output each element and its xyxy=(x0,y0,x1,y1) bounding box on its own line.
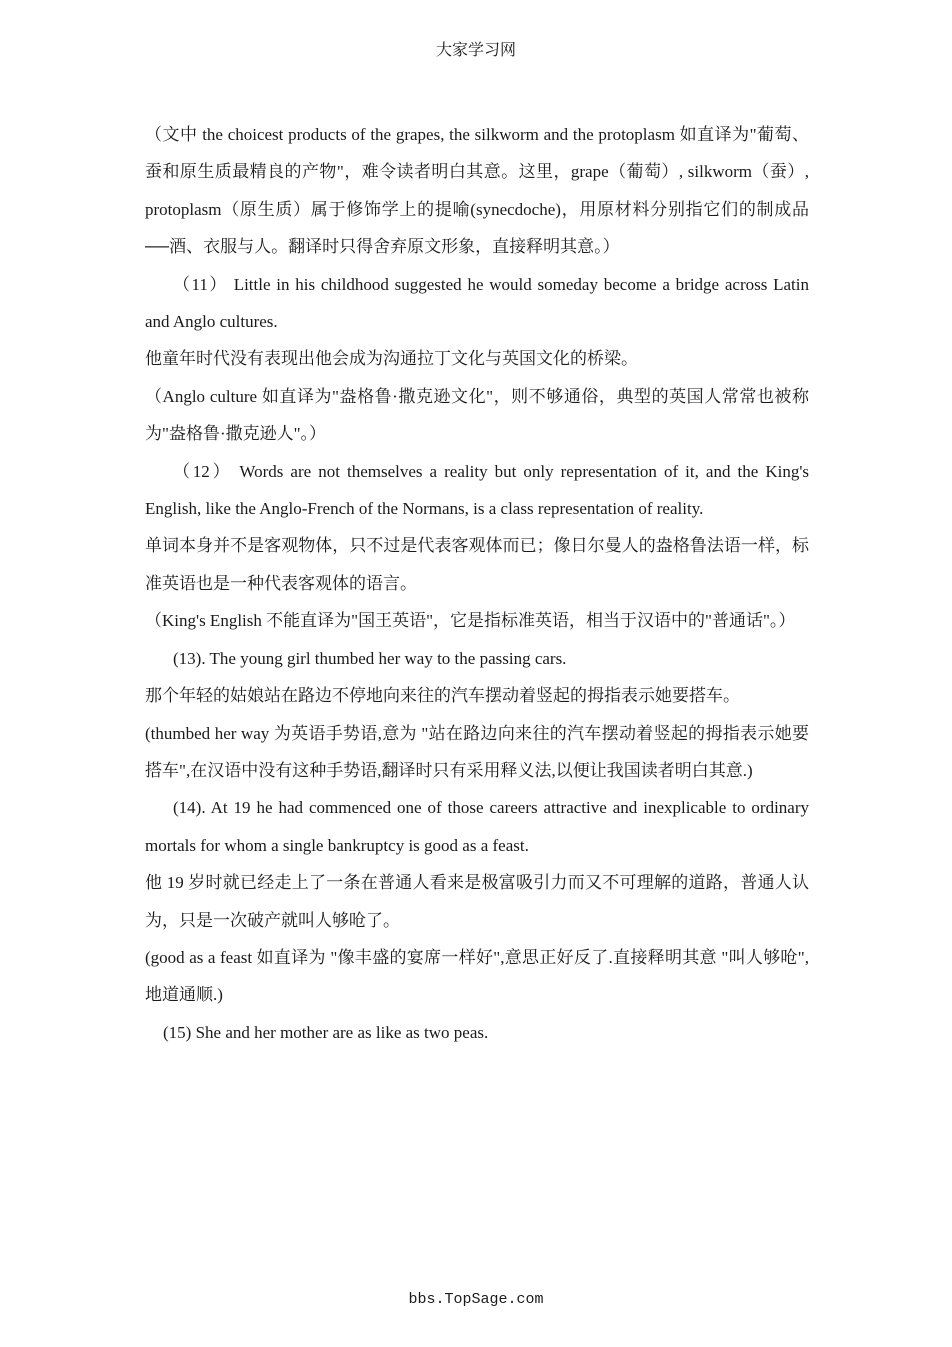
page-header: 大家学习网 xyxy=(435,42,516,59)
paragraph-example-12: （12） Words are not themselves a reality but only representation of it, and the King's English, like the Anglo-French of the Normans, is a class representation of reality. xyxy=(145,461,809,519)
paragraph-example-14: (14). At 19 he had commenced one of those careers attractive and inexplicable to ordinary mortals for whom a single bankruptcy is good as a feast. xyxy=(145,798,809,855)
paragraph-note-12: （King's English 不能直译为"国王英语"，它是指标准英语，相当于汉语中的"普通话"。） xyxy=(145,611,796,631)
paragraph-note-11: （Anglo culture 如直译为"盎格鲁·撒克逊文化"，则不够通俗，典型的英国人常常也被称为"盎格鲁·撒克逊人"。） xyxy=(145,386,809,444)
paragraph-translation-13: 那个年轻的姑娘站在路边不停地向来往的汽车摆动着竖起的拇指表示她要搭车。 xyxy=(145,686,740,706)
paragraph-note-synecdoche: （文中 the choicest products of the grapes, the silkworm and the protoplasm 如直译为"葡萄、蚕和原生质最精良的产物"，难令读者明白其意。这里，grape（葡萄）, silkworm（蚕）, protoplasm（原生质）属于修饰学上的提喻(synecdoche)，用原材料分别指它们的制成品──酒、衣服与人。翻译时只得舍弃原文形象，直接释明其意。） xyxy=(145,125,809,257)
paragraph-note-14: (good as a feast 如直译为 "像丰盛的宴席一样好",意思正好反了.直接释明其意 "叫人够呛",地道通顺.) xyxy=(145,947,809,1005)
paragraph-translation-12: 单词本身并不是客观物体，只不过是代表客观体而已；像日尔曼人的盎格鲁法语一样，标准英语也是一种代表客观体的语言。 xyxy=(145,536,809,593)
paragraph-example-11: （11） Little in his childhood suggested he would someday become a bridge across Latin and Anglo cultures. xyxy=(145,274,809,332)
paragraph-example-15: (15) She and her mother are as like as two peas. xyxy=(163,1022,489,1042)
paragraph-translation-14: 他 19 岁时就已经走上了一条在普通人看来是极富吸引力而又不可理解的道路，普通人认为，只是一次破产就叫人够呛了。 xyxy=(145,873,809,930)
paragraph-translation-11: 他童年时代没有表现出他会成为沟通拉丁文化与英国文化的桥梁。 xyxy=(145,349,638,369)
paragraph-note-13: (thumbed her way 为英语手势语,意为 "站在路边向来往的汽车摆动着竖起的拇指表示她要搭车",在汉语中没有这种手势语,翻译时只有采用释义法,以便让我国读者明白其意.) xyxy=(145,723,809,780)
page-footer: bbs.TopSage.com xyxy=(408,1291,544,1308)
paragraph-example-13: (13). The young girl thumbed her way to the passing cars. xyxy=(173,648,567,668)
document-body xyxy=(145,116,809,1051)
